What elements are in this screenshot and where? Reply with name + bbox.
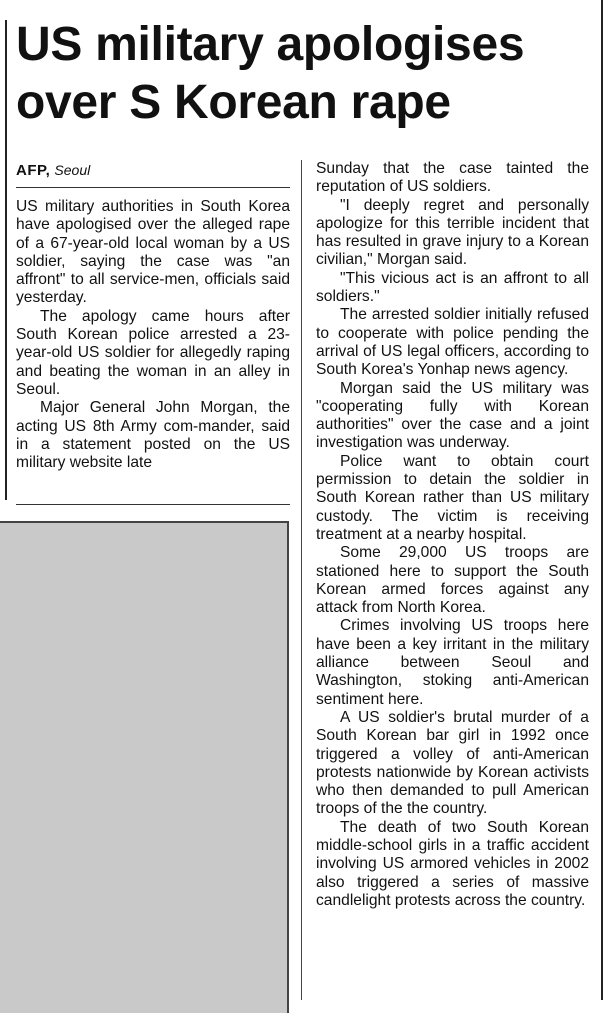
byline-rule (16, 187, 290, 188)
byline-place: Seoul (54, 162, 91, 178)
byline (16, 160, 288, 181)
paragraph: "I deeply regret and personally apologize for this terrible incident that has resulted in grave injury to a Korean civilian," Morgan said. (316, 196, 589, 269)
left-border-rule (5, 20, 7, 500)
photo-placeholder (0, 521, 289, 1013)
right-border-rule (601, 0, 603, 1000)
paragraph: US military authorities in South Korea have apologised over the alleged rape of a 67-year-old local woman by a US soldier, saying the case was "an affront" to all service-men, officials said yesterday. (16, 198, 290, 307)
paragraph: Crimes involving US troops here have been a key irritant in the military alliance between Seoul and Washington, stoking anti-American sentiment here. (316, 617, 589, 708)
paragraph: "This vicious act is an affront to all soldiers." (316, 269, 589, 306)
paragraph: Sunday that the case tainted the reputation of US soldiers. (316, 160, 589, 196)
article-column-left (16, 198, 290, 472)
paragraph: A US soldier's brutal murder of a South Korean bar girl in 1992 once triggered a volley of anti-American protests nationwide by Korean activists who then demanded to pull American troops of the the country. (316, 708, 589, 818)
column-end-rule (16, 504, 290, 505)
paragraph: The arrested soldier initially refused to cooperate with police pending the arrival of US legal officers, according to South Korea's Yonhap news agency. (316, 306, 589, 379)
paragraph: Some 29,000 US troops are stationed here to support the South Korean armed forces against any attack from North Korea. (316, 544, 589, 617)
byline-agency: AFP, (16, 162, 51, 179)
paragraph: Morgan said the US military was "cooperating fully with Korean authorities" over the case and a joint investigation was underway. (316, 379, 589, 452)
paragraph: Major General John Morgan, the acting US 8th Army com-mander, said in a statement posted on the US military website late (16, 399, 290, 472)
headline: US military apologises over S Korean rape (16, 18, 525, 129)
article-column-right (316, 160, 589, 910)
paragraph: Police want to obtain court permission to detain the soldier in South Korean rather than US military custody. The victim is receiving treatment at a nearby hospital. (316, 452, 589, 543)
column-separator (301, 160, 302, 1000)
paragraph: The death of two South Korean middle-school girls in a traffic accident involving US armored vehicles in 2002 also triggered a series of massive candlelight protests across the country. (316, 818, 589, 909)
paragraph: The apology came hours after South Korean police arrested a 23-year-old US soldier for allegedly raping and beating the woman in an alley in Seoul. (16, 307, 290, 398)
